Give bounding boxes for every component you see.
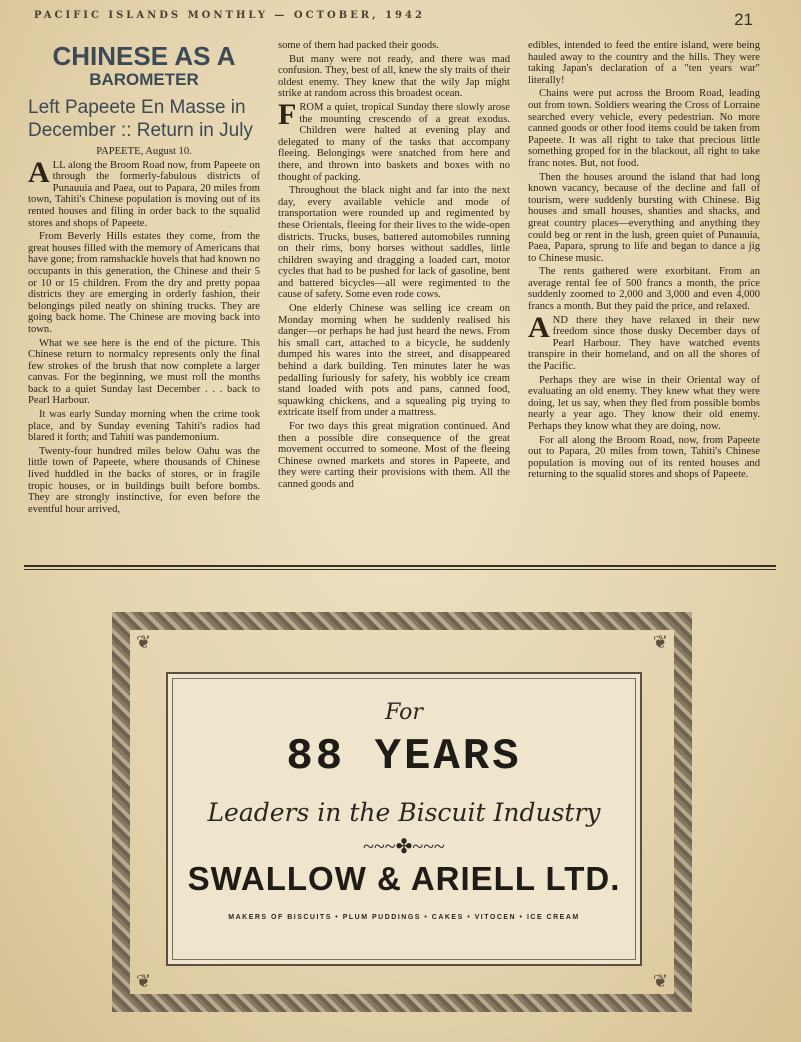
paragraph bbox=[528, 435, 760, 481]
ad-years: 88 YEARS bbox=[286, 732, 522, 782]
paragraph-text: The rents gathered were exorbitant. From an average rental fee of 500 francs a month, the price suddenly zoomed to 2,000 and 3,000 and even 4,000 francs a month. But they paid the price, and relaxed. bbox=[528, 266, 760, 313]
paragraph bbox=[528, 310, 760, 373]
paragraph bbox=[528, 266, 760, 312]
paragraph-text: One elderly Chinese was selling ice cream on Monday morning when he suddenly realised his danger—or perhaps he had just heard the news. From his small cart, attached to a bicycle, he suddenly dumped his wares into the street, and disappeared behind a dark building. Ten minutes later he was pedalling furiously for safety, his wobbly ice cream stand loaded with pots and pans, canned food, squawking chickens, and a squealing pig trying to extricate itself from under a mattress. bbox=[278, 303, 510, 419]
paragraph-text: What we see here is the end of the picture. This Chinese return to normalcy represents only the final few strokes of the brush that now complete a larger canvas. For the beginning, we must roll the months back to a quiet Sunday last December . . . back to Pearl Harbour. bbox=[28, 337, 260, 407]
article-column-3 bbox=[528, 40, 760, 560]
paragraph-text: But many were not ready, and there was mad confusion. They, best of all, knew the sly traits of their oldest enemy. They knew that the wily Jap might strike at random across this broadest ocean. bbox=[278, 53, 510, 100]
dateline: PAPEETE, August 10. bbox=[96, 146, 192, 157]
paragraph bbox=[528, 40, 760, 86]
drop-cap: A bbox=[528, 310, 550, 344]
paragraph-text: Then the houses around the island that had long known vacancy, because of the decline and fall of tourism, were suddenly bursting with Chinese. Big houses and small houses, shanties and shacks, and great country places—everything and anything they could beg or rent in the lush, green quiet of Punauuia, Paea, Papara, sprung to life and began to dance a jig to Chinese music. bbox=[528, 171, 760, 264]
deck: Left Papeete En Masse in December :: Return in July bbox=[28, 97, 253, 141]
headline-secondary: BAROMETER bbox=[89, 70, 199, 89]
paragraph-text: From Beverly Hills estates they come, from the great houses filled with the memory of Americans that have gone; from ramshackle hovels that had known no occupants in this generation, the Chinese and their 5 or 10 or 15 children. From the dry and pretty popaa districts they are emerging in orderly fashion, their belongings piled neatly on shining trucks. They are going back home. The Chinese are moving back into town. bbox=[28, 231, 260, 335]
headline: CHINESE AS A bbox=[52, 41, 236, 71]
paragraph bbox=[28, 231, 260, 335]
paragraph bbox=[278, 185, 510, 301]
paragraph-text: Twenty-four hundred miles below Oahu was the little town of Papeete, where thousands of Chinese lived huddled in the backs of stores, or in fragile tropic houses, or in buildings built before bombs. They are strongly instinctive, for even before the eventful hour arrived, bbox=[28, 445, 260, 515]
ornament-icon: ❦ bbox=[652, 971, 668, 991]
running-head: PACIFIC ISLANDS MONTHLY — OCTOBER, 1942 bbox=[34, 10, 425, 21]
paragraph bbox=[28, 338, 260, 408]
page-number: 21 bbox=[734, 10, 753, 29]
paragraph bbox=[528, 172, 760, 265]
article-column-1 bbox=[28, 40, 260, 560]
paragraph-text: Perhaps they are wise in their Oriental way of evaluating an old enemy. They knew what they were doing, let us say, when they fled from possible bombs nearly a year ago. They know their old enemy. Perhaps they know what they are doing, now. bbox=[528, 374, 760, 432]
paragraph bbox=[278, 54, 510, 100]
paragraph bbox=[28, 446, 260, 516]
paragraph bbox=[528, 375, 760, 433]
divider-rule bbox=[24, 565, 776, 567]
paragraph-text: some of them had packed their goods. bbox=[278, 40, 439, 51]
ornament-icon: ❦ bbox=[652, 632, 668, 652]
ad-products: MAKERS OF BISCUITS • PLUM PUDDINGS • CAKES • VITOCEN • ICE CREAM bbox=[228, 914, 580, 921]
drop-cap: A bbox=[28, 155, 50, 189]
paragraph-text: Chains were put across the Broom Road, leading out from town. Soldiers wearing the Cross of Lorraine searched every vehicle, every pedestrian. No more canned goods or other food items could be taken from Papeete. It was all right to take that precious little something groped for in the blackout, all right to take franc notes. But, not food. bbox=[528, 88, 760, 169]
paragraph bbox=[278, 421, 510, 491]
advertisement bbox=[112, 612, 692, 1012]
article-column-2 bbox=[278, 40, 510, 560]
ornament-icon: ❦ bbox=[136, 632, 152, 652]
paragraph bbox=[278, 97, 510, 183]
paragraph-text: LL along the Broom Road now, from Papeete on through the formerly-fabulous districts of Punauuia and Paea, out to Papara, 20 miles from town, Tahiti's Chinese population is moving out of its rented houses and filing in order back to the squalid stores and shops of Papeete. bbox=[28, 159, 260, 229]
paragraph-text: edibles, intended to feed the entire island, were being hauled away to the country and the hills. They were taking Japan's declaration of a "ten years war" literally! bbox=[528, 40, 760, 86]
paragraph bbox=[528, 88, 760, 169]
paragraph-text: For all along the Broom Road, now, from Papeete out to Papara, 20 miles from town, Tahiti's Chinese population is moving out of its rented houses and returning to the squalid stores and shops of Papeete. bbox=[528, 434, 760, 481]
article bbox=[28, 40, 764, 560]
paragraph-text: For two days this great migration continued. And then a possible dire consequence of the great movement occurred to someone. Most of the fleeing Chinese owned markets and stores in Papeete, and they were carting their provisions with them. All the canned goods and bbox=[278, 421, 510, 490]
paragraph-text: It was early Sunday morning when the crime took place, and by Sunday evening Tahiti's radios had blared it forth; and Tahiti was pandemonium. bbox=[28, 409, 260, 444]
ornament-icon: ❦ bbox=[136, 971, 152, 991]
ad-company-name: SWALLOW & ARIELL LTD. bbox=[187, 860, 621, 897]
paragraph-text: Throughout the black night and far into the next day, every available vehicle and mode of transportation were rounded up and regimented by these Orientals, fleeing for their lives to the wide-open districts. Trucks, buses, battered automobiles running on their rims, bony horses without saddles, little children swaying and dragging a loaded cart, motor cycles that had to be pushed for lack of gasoline, bent and battered bicycles—all were regimented to the cause of safety. Some even rode cows. bbox=[278, 185, 510, 301]
paragraph bbox=[278, 303, 510, 419]
paragraph bbox=[278, 40, 510, 52]
ad-panel bbox=[166, 672, 642, 966]
paragraph bbox=[28, 409, 260, 444]
paragraph-text: ROM a quiet, tropical Sunday there slowly arose the mounting crescendo of a great exodus. Children were halted at evening play and delegated to many of the tasks that accompany fleeing. Belongings were snatched from here and there, and thrown into baskets and boxes with no thought of packing. bbox=[278, 101, 510, 183]
ad-slogan: Leaders in the Biscuit Industry bbox=[207, 798, 601, 827]
divider-rule-thin bbox=[24, 569, 776, 570]
drop-cap: F bbox=[278, 97, 297, 131]
paragraph bbox=[28, 155, 260, 230]
paragraph-text: ND there they have relaxed in their new freedom since those dusky December days of Pearl Harbour. They have watched events transpire in their homeland, and on all the shores of the Pacific. bbox=[528, 314, 760, 373]
swirl-ornament-icon: ~~~✤~~~ bbox=[363, 836, 445, 858]
ad-for: For bbox=[385, 700, 423, 725]
